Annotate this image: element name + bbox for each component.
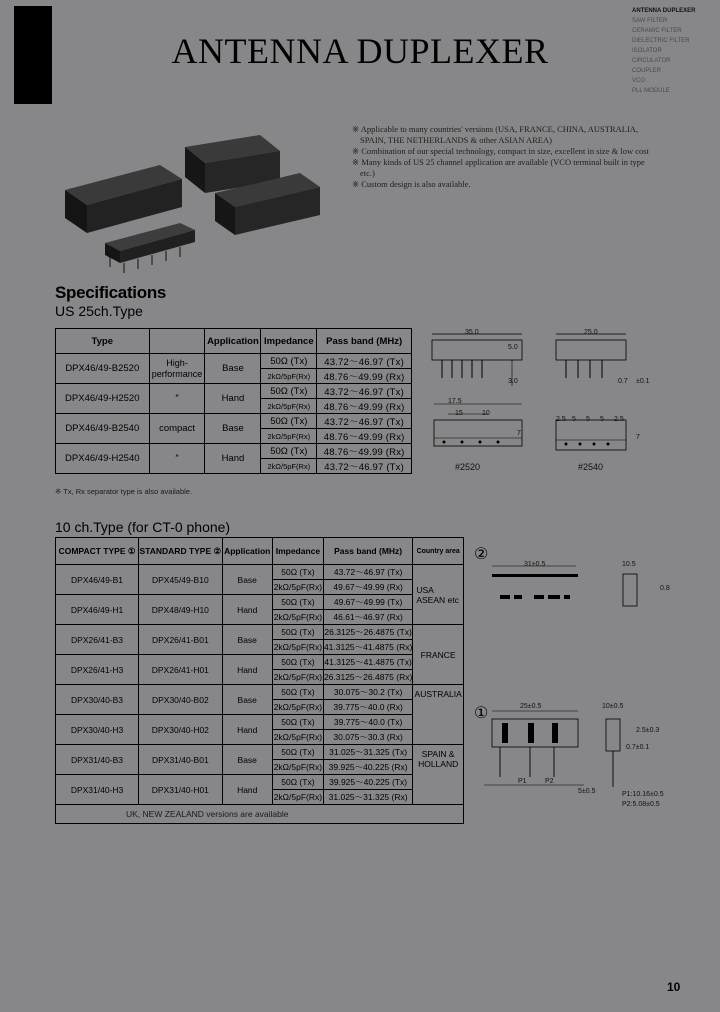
spacing-label: 5 (572, 416, 576, 423)
ten-ch-heading: 10 ch.Type (for CT-0 phone) (55, 519, 231, 535)
header-feature (149, 329, 205, 354)
impedance-cell: 50Ω (Tx) (272, 625, 323, 640)
dimension-tolerance: ±0.1 (636, 378, 650, 385)
dimension-width: 25±0.5 (520, 703, 542, 710)
feature-cell: ″ (149, 384, 205, 414)
dimension-lead: 0.7 (618, 378, 628, 385)
page-number: 10 (667, 980, 681, 994)
spacing-label: 5 (600, 416, 604, 423)
impedance-cell: 2kΩ/5pF(Rx) (261, 429, 317, 444)
compact-type-marker: ① (474, 705, 489, 722)
dimension-height: 5.0 (508, 344, 518, 351)
impedance-cell: 2kΩ/5pF(Rx) (261, 369, 317, 384)
dimension-c: 10 (482, 410, 490, 417)
impedance-cell: 2kΩ/5pF(Rx) (272, 700, 323, 715)
outline-drawing-2520-bottom (428, 398, 528, 458)
outline-drawing-compact (480, 705, 660, 805)
impedance-cell: 2kΩ/5pF(Rx) (272, 610, 323, 625)
header-compact-type: COMPACT TYPE ① (56, 538, 139, 565)
table-footnote-row (56, 805, 464, 824)
pass-band-cell: 49.67～49.99 (Rx) (323, 580, 412, 595)
pass-band-cell: 39.775～40.0 (Tx) (323, 715, 412, 730)
table-header-row (56, 329, 412, 354)
feature-item: ※ Combination of our special technology, compact in size, excellent in size & low cost (352, 146, 649, 156)
application-cell: Base (222, 625, 272, 655)
impedance-cell: 2kΩ/5pF(Rx) (272, 580, 323, 595)
feature-cell: ″ (149, 444, 205, 474)
impedance-cell: 50Ω (Tx) (272, 565, 323, 580)
standard-cell: DPX30/40-H02 (139, 715, 223, 745)
country-cell: USA ASEAN etc (413, 565, 464, 625)
standard-cell: DPX31/40-B01 (139, 745, 223, 775)
pass-band-cell: 48.76～49.99 (Rx) (317, 429, 412, 444)
pass-band-cell: 43.72～46.97 (Tx) (317, 459, 412, 474)
right-index-list (632, 6, 708, 96)
pass-band-cell: 31.025～31.325 (Rx) (323, 790, 412, 805)
header-application: Application (205, 329, 261, 354)
header-pass-band: Pass band (MHz) (317, 329, 412, 354)
impedance-cell: 2kΩ/5pF(Rx) (261, 399, 317, 414)
table-row (56, 565, 464, 580)
dimension-width: 31±0.5 (524, 561, 546, 568)
feature-item: ※ Custom design is also available. (352, 179, 471, 189)
spacing-label: 5 (586, 416, 590, 423)
pass-band-cell: 41.3125～41.4875 (Tx) (323, 655, 412, 670)
product-photo (60, 135, 320, 275)
pass-band-cell: 48.76～49.99 (Rx) (317, 369, 412, 384)
impedance-cell: 50Ω (Tx) (272, 655, 323, 670)
type-cell: DPX46/49-B2540 (56, 414, 150, 444)
country-cell: AUSTRALIA (413, 685, 464, 745)
table-row (56, 354, 412, 369)
header-pass-band: Pass band (MHz) (323, 538, 412, 565)
impedance-cell: 50Ω (Tx) (261, 384, 317, 399)
ten-table-footnote: UK, NEW ZEALAND versions are available (56, 805, 464, 824)
application-cell: Base (205, 354, 261, 384)
pass-band-cell: 49.67～49.99 (Tx) (323, 595, 412, 610)
application-cell: Base (222, 745, 272, 775)
spacing-label: 2.5 (614, 416, 624, 423)
dimension-lead: 0.7±0.1 (626, 744, 650, 751)
index-item: ISOLATOR (632, 48, 662, 54)
dimension-d: 0.8 (660, 585, 670, 592)
impedance-cell: 50Ω (Tx) (261, 414, 317, 429)
type-cell: DPX46/49-B2520 (56, 354, 150, 384)
index-item: PLL MODULE (632, 88, 670, 94)
pass-band-cell: 43.72～46.97 (Tx) (323, 565, 412, 580)
pass-band-cell: 43.72～46.97 (Tx) (317, 414, 412, 429)
standard-cell: DPX31/40-H01 (139, 775, 223, 805)
dimension-height: 10±0.5 (602, 703, 624, 710)
table-row (56, 444, 412, 459)
standard-cell: DPX30/40-B02 (139, 685, 223, 715)
pass-band-cell: 30.075～30.3 (Rx) (323, 730, 412, 745)
impedance-cell: 50Ω (Tx) (261, 354, 317, 369)
index-item: COUPLER (632, 68, 662, 74)
header-country: Country area (413, 538, 464, 565)
table-row (56, 745, 464, 760)
pass-band-cell: 43.72～46.97 (Tx) (317, 384, 412, 399)
compact-cell: DPX26/41-H3 (56, 655, 139, 685)
pass-band-cell: 43.72～46.97 (Tx) (317, 354, 412, 369)
pitch-note-1: P1:10.16±0.5 (622, 791, 664, 798)
type-cell: DPX46/49-H2520 (56, 384, 150, 414)
header-application: Application (222, 538, 272, 565)
pass-band-cell: 48.76～49.99 (Rx) (317, 444, 412, 459)
feature-list (352, 124, 652, 190)
feature-cell: compact (149, 414, 205, 444)
model-label-2520: #2520 (455, 462, 481, 472)
pass-band-cell: 39.925～40.225 (Rx) (323, 760, 412, 775)
table-row (56, 715, 464, 730)
impedance-cell: 50Ω (Tx) (272, 775, 323, 790)
dimension-b: 15 (455, 410, 463, 417)
application-cell: Hand (205, 384, 261, 414)
table-row (56, 595, 464, 610)
dimension-gap: 5±0.5 (578, 788, 596, 795)
impedance-cell: 2kΩ/5pF(Rx) (261, 459, 317, 474)
pass-band-cell: 39.775～40.0 (Rx) (323, 700, 412, 715)
dimension-a: 17.5 (448, 398, 462, 405)
header-type: Type (56, 329, 150, 354)
pass-band-cell: 41.3125～41.4875 (Rx) (323, 640, 412, 655)
standard-type-marker: ② (474, 546, 489, 563)
impedance-cell: 50Ω (Tx) (272, 595, 323, 610)
application-cell: Base (205, 414, 261, 444)
application-cell: Hand (222, 655, 272, 685)
index-item: CIRCULATOR (632, 58, 671, 64)
impedance-cell: 2kΩ/5pF(Rx) (272, 760, 323, 775)
table-row (56, 384, 412, 399)
type-cell: DPX46/49-H2540 (56, 444, 150, 474)
compact-cell: DPX30/40-B3 (56, 685, 139, 715)
impedance-cell: 50Ω (Tx) (272, 745, 323, 760)
table-header-row (56, 538, 464, 565)
pass-band-cell: 39.925～40.225 (Tx) (323, 775, 412, 790)
compact-cell: DPX30/40-H3 (56, 715, 139, 745)
table-row (56, 655, 464, 670)
compact-cell: DPX31/40-B3 (56, 745, 139, 775)
impedance-cell: 2kΩ/5pF(Rx) (272, 730, 323, 745)
dimension-h: 7 (517, 430, 521, 437)
model-label-2540: #2540 (578, 462, 604, 472)
page-title: ANTENNA DUPLEXER (171, 31, 549, 71)
pass-band-cell: 31.025～31.325 (Tx) (323, 745, 412, 760)
standard-cell: DPX45/49-B10 (139, 565, 223, 595)
header-impedance: Impedance (272, 538, 323, 565)
feature-cell: High-performance (149, 354, 205, 384)
specifications-heading: Specifications (55, 283, 167, 302)
pass-band-cell: 48.76～49.99 (Rx) (317, 399, 412, 414)
application-cell: Hand (205, 444, 261, 474)
index-item: SAW FILTER (632, 18, 668, 24)
application-cell: Hand (222, 595, 272, 625)
dimension-width: 35.0 (465, 329, 479, 336)
country-cell: FRANCE (413, 625, 464, 685)
us-25ch-heading: US 25ch.Type (55, 303, 143, 319)
pitch-label-p1: P1 (518, 778, 527, 785)
table-row (56, 414, 412, 429)
dimension-h: 7 (636, 434, 640, 441)
pass-band-cell: 26.3125～26.4875 (Tx) (323, 625, 412, 640)
table-row (56, 625, 464, 640)
application-cell: Base (222, 565, 272, 595)
table-row (56, 775, 464, 790)
index-item: DIELECTRIC FILTER (632, 38, 690, 44)
compact-cell: DPX31/40-H3 (56, 775, 139, 805)
us-table-footnote: ※ Tx, Rx separator type is also available. (55, 487, 193, 496)
country-cell: SPAIN & HOLLAND (413, 745, 464, 805)
standard-cell: DPX26/41-H01 (139, 655, 223, 685)
impedance-cell: 50Ω (Tx) (272, 685, 323, 700)
dimension-height: 10.5 (622, 561, 636, 568)
pitch-label-p2: P2 (545, 778, 554, 785)
standard-cell: DPX26/41-B01 (139, 625, 223, 655)
feature-item: ※ Many kinds of US 25 channel application are available (VCO terminal built in type etc.) (352, 157, 645, 178)
table-row (56, 685, 464, 700)
us-25ch-spec-table (55, 328, 412, 474)
dimension-lead: 3.0 (508, 378, 518, 385)
pitch-note-2: P2:5.08±0.5 (622, 801, 660, 808)
impedance-cell: 50Ω (Tx) (261, 444, 317, 459)
impedance-cell: 2kΩ/5pF(Rx) (272, 640, 323, 655)
header-impedance: Impedance (261, 329, 317, 354)
application-cell: Hand (222, 775, 272, 805)
impedance-cell: 2kΩ/5pF(Rx) (272, 790, 323, 805)
compact-cell: DPX46/49-H1 (56, 595, 139, 625)
standard-cell: DPX48/49-H10 (139, 595, 223, 625)
dimension-width: 25.0 (584, 329, 598, 336)
spacing-label: 2.5 (556, 416, 566, 423)
impedance-cell: 50Ω (Tx) (272, 715, 323, 730)
pass-band-cell: 26.3125～26.4875 (Rx) (323, 670, 412, 685)
ten-ch-spec-table (55, 537, 464, 824)
feature-item: ※ Applicable to many countries' versions (USA, FRANCE, CHINA, AUSTRALIA, SPAIN, THE NETHERLANDS & other ASIAN AREA) (352, 124, 639, 145)
index-item: VCO (632, 78, 646, 84)
application-cell: Base (222, 685, 272, 715)
header-standard-type: STANDARD TYPE ② (139, 538, 223, 565)
index-item: CERAMIC FILTER (632, 28, 682, 34)
dimension-thickness: 2.5±0.3 (636, 727, 660, 734)
compact-cell: DPX26/41-B3 (56, 625, 139, 655)
pass-band-cell: 46.61～46.97 (Rx) (323, 610, 412, 625)
impedance-cell: 2kΩ/5pF(Rx) (272, 670, 323, 685)
index-item: ANTENNA DUPLEXER (632, 8, 696, 14)
pass-band-cell: 30.075～30.2 (Tx) (323, 685, 412, 700)
application-cell: Hand (222, 715, 272, 745)
compact-cell: DPX46/49-B1 (56, 565, 139, 595)
